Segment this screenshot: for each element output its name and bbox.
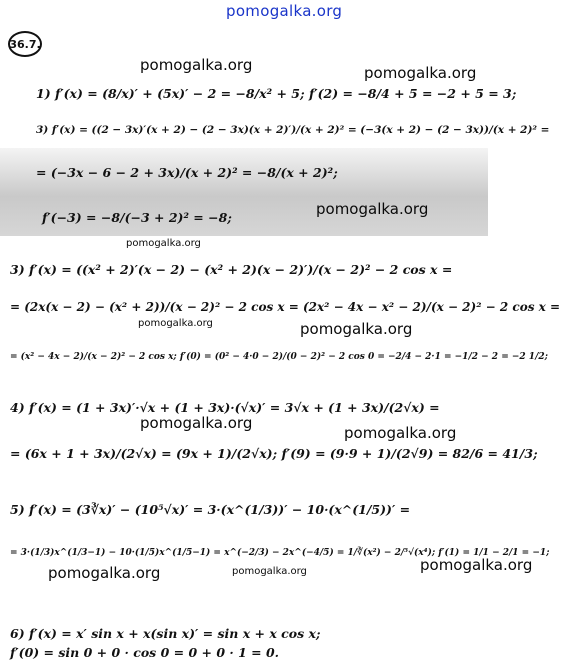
watermark: pomogalka.org	[300, 320, 413, 338]
watermark: pomogalka.org	[138, 318, 213, 329]
watermark: pomogalka.org	[140, 56, 253, 74]
line-part5-derivative: 5) f′(x) = (3∛x)′ − (10⁵√x)′ = 3·(x^(1/3))′ − 10·(x^(1/5))′ =	[10, 502, 411, 517]
line-part5-value: = 3·(1/3)x^(1/3−1) − 10·(1/5)x^(1/5−1) = x^(−2/3) − 2x^(−4/5) = 1/∛(x²) − 2/⁵√(x⁴); f′(1) = 1/1 − 2/1 = −1;	[10, 548, 550, 558]
line-part3-value: f′(−3) = −8/(−3 + 2)² = −8;	[42, 210, 232, 225]
watermark-top: pomogalka.org	[226, 2, 343, 20]
watermark: pomogalka.org	[126, 238, 201, 249]
line-part6-value: f′(0) = sin 0 + 0 · cos 0 = 0 + 0 · 1 = 0.	[10, 645, 279, 660]
line-part4-derivative: 4) f′(x) = (1 + 3x)′·√x + (1 + 3x)·(√x)′ = 3√x + (1 + 3x)/(2√x) =	[10, 400, 440, 415]
line-part1: 1) f′(x) = (8/x)′ + (5x)′ − 2 = −8/x² + 5; f′(2) = −8/4 + 5 = −2 + 5 = 3;	[36, 86, 517, 101]
line-part3b-value: = (x² − 4x − 2)/(x − 2)² − 2 cos x; f′(0) = (0² − 4·0 − 2)/(0 − 2)² − 2 cos 0 = −2/4 − 2·1 = −1/2 − 2 = −2 1/2;	[10, 352, 548, 362]
line-part3b-derivative: 3) f′(x) = ((x² + 2)′(x − 2) − (x² + 2)(x − 2)′)/(x − 2)² − 2 cos x =	[10, 262, 453, 277]
line-part3-derivative: 3) f′(x) = ((2 − 3x)′(x + 2) − (2 − 3x)(x + 2)′)/(x + 2)² = (−3(x + 2) − (2 − 3x))/(x + 2)² =	[36, 124, 550, 136]
exercise-number-badge: 36.7.	[8, 31, 42, 57]
watermark: pomogalka.org	[344, 424, 457, 442]
line-part3-simplify: = (−3x − 6 − 2 + 3x)/(x + 2)² = −8/(x + 2)²;	[36, 165, 338, 180]
watermark: pomogalka.org	[232, 566, 307, 577]
watermark: pomogalka.org	[48, 564, 161, 582]
line-part3b-expand: = (2x(x − 2) − (x² + 2))/(x − 2)² − 2 cos x = (2x² − 4x − x² − 2)/(x − 2)² − 2 cos x =	[10, 300, 561, 314]
line-part4-value: = (6x + 1 + 3x)/(2√x) = (9x + 1)/(2√x); f′(9) = (9·9 + 1)/(2√9) = 82/6 = 41/3;	[10, 446, 538, 461]
line-part6-derivative: 6) f′(x) = x′ sin x + x(sin x)′ = sin x + x cos x;	[10, 626, 321, 641]
watermark: pomogalka.org	[140, 414, 253, 432]
watermark: pomogalka.org	[364, 64, 477, 82]
watermark: pomogalka.org	[316, 200, 429, 218]
watermark: pomogalka.org	[420, 556, 533, 574]
